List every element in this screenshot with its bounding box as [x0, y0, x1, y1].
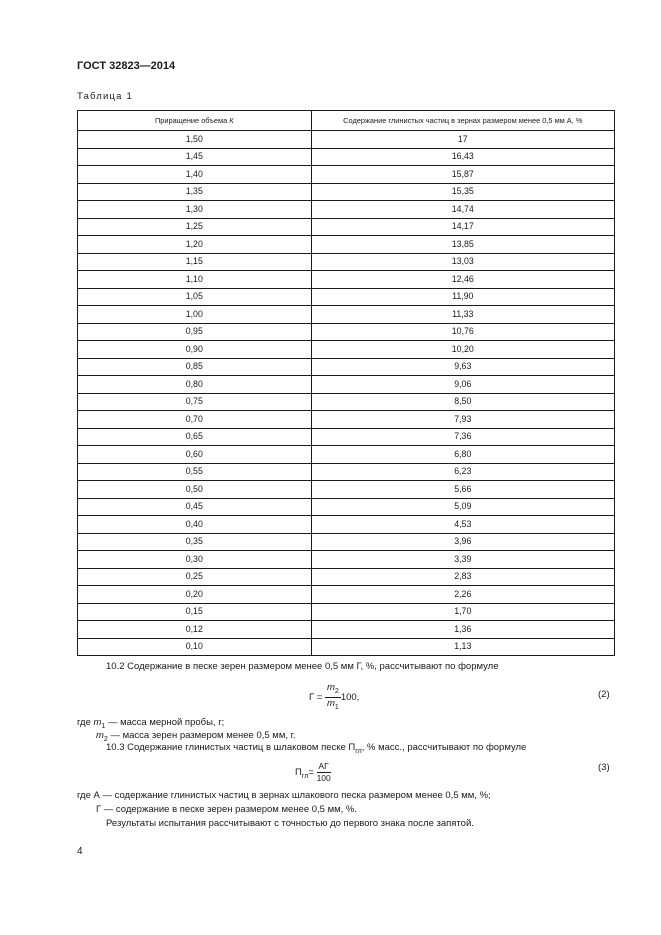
cell-clay-content: 6,23: [311, 463, 614, 481]
table-row: [78, 411, 615, 429]
cell-clay-content: 11,33: [311, 306, 614, 324]
equation-number-3: (3): [598, 762, 610, 773]
cell-volume-increment: 0,45: [78, 498, 312, 516]
data-table: [77, 110, 615, 656]
cell-clay-content: 9,63: [311, 358, 614, 376]
cell-volume-increment: 1,30: [78, 201, 312, 219]
cell-volume-increment: 0,25: [78, 568, 312, 586]
cell-volume-increment: 0,50: [78, 481, 312, 499]
table-row: [78, 148, 615, 166]
document-header: ГОСТ 32823—2014: [77, 60, 176, 72]
cell-clay-content: 13,85: [311, 236, 614, 254]
table-row: [78, 201, 615, 219]
table-caption: Таблица 1: [77, 91, 133, 102]
cell-volume-increment: 0,30: [78, 551, 312, 569]
column-header-volume-increment: Приращение объема К: [78, 111, 312, 131]
cell-clay-content: 13,03: [311, 253, 614, 271]
table-row: [78, 498, 615, 516]
cell-clay-content: 9,06: [311, 376, 614, 394]
table-row: [78, 323, 615, 341]
cell-volume-increment: 0,55: [78, 463, 312, 481]
cell-volume-increment: 1,40: [78, 166, 312, 184]
cell-clay-content: 5,66: [311, 481, 614, 499]
cell-clay-content: 4,53: [311, 516, 614, 534]
table-row: [78, 393, 615, 411]
formula-3-fraction: $\frac{АГ}{100}$: [316, 761, 331, 783]
table-row: [78, 586, 615, 604]
table-row: [78, 621, 615, 639]
cell-clay-content: 3,96: [311, 533, 614, 551]
table-row: [78, 463, 615, 481]
table-row: [78, 603, 615, 621]
cell-clay-content: 1,70: [311, 603, 614, 621]
cell-clay-content: 2,26: [311, 586, 614, 604]
cell-volume-increment: 0,70: [78, 411, 312, 429]
table-row: [78, 358, 615, 376]
table-row: [78, 253, 615, 271]
table-body: [78, 131, 615, 656]
formula-2: Г = $\frac{m_2}{m_1}$ 100,: [309, 682, 360, 711]
where-g: Г — содержание в песке зерен размером менее 0,5 мм, %.: [96, 804, 358, 815]
cell-volume-increment: 1,05: [78, 288, 312, 306]
result-note: Результаты испытания рассчитывают с точностью до первого знака после запятой.: [106, 818, 474, 829]
cell-volume-increment: 0,15: [78, 603, 312, 621]
equation-number-2: (2): [598, 689, 610, 700]
cell-clay-content: 10,20: [311, 341, 614, 359]
table-row: [78, 568, 615, 586]
cell-volume-increment: 0,65: [78, 428, 312, 446]
paragraph-10-2: 10.2 Содержание в песке зерен размером менее 0,5 мм Г, %, рассчитывают по формуле: [106, 661, 499, 672]
where-m2: $m_2$ — масса зерен размером менее 0,5 мм, г.: [96, 730, 296, 743]
table-row: [78, 516, 615, 534]
cell-volume-increment: 0,90: [78, 341, 312, 359]
cell-volume-increment: 0,80: [78, 376, 312, 394]
table-row: [78, 638, 615, 656]
cell-clay-content: 8,50: [311, 393, 614, 411]
cell-clay-content: 15,35: [311, 183, 614, 201]
cell-volume-increment: 1,50: [78, 131, 312, 149]
cell-volume-increment: 1,10: [78, 271, 312, 289]
cell-volume-increment: 0,35: [78, 533, 312, 551]
table-row: [78, 428, 615, 446]
cell-volume-increment: 0,60: [78, 446, 312, 464]
table-row: [78, 376, 615, 394]
cell-clay-content: 2,83: [311, 568, 614, 586]
cell-clay-content: 7,36: [311, 428, 614, 446]
cell-volume-increment: 1,45: [78, 148, 312, 166]
cell-volume-increment: 0,40: [78, 516, 312, 534]
cell-clay-content: 11,90: [311, 288, 614, 306]
cell-clay-content: 12,46: [311, 271, 614, 289]
cell-volume-increment: 0,75: [78, 393, 312, 411]
cell-clay-content: 16,43: [311, 148, 614, 166]
cell-clay-content: 15,87: [311, 166, 614, 184]
table-header-row: [78, 111, 615, 131]
table-row: [78, 481, 615, 499]
formula-2-fraction: $\frac{m_2}{m_1}$: [326, 682, 339, 711]
table-row: [78, 166, 615, 184]
table-row: [78, 131, 615, 149]
cell-volume-increment: 1,15: [78, 253, 312, 271]
table-row: [78, 306, 615, 324]
table-row: [78, 446, 615, 464]
cell-clay-content: 17: [311, 131, 614, 149]
cell-volume-increment: 1,20: [78, 236, 312, 254]
cell-volume-increment: 1,35: [78, 183, 312, 201]
table-row: [78, 271, 615, 289]
table-row: [78, 533, 615, 551]
cell-clay-content: 1,36: [311, 621, 614, 639]
cell-volume-increment: 1,00: [78, 306, 312, 324]
cell-clay-content: 14,74: [311, 201, 614, 219]
table-row: [78, 288, 615, 306]
cell-clay-content: 7,93: [311, 411, 614, 429]
cell-volume-increment: 0,95: [78, 323, 312, 341]
cell-clay-content: 6,80: [311, 446, 614, 464]
formula-3: $П_{гл}=$ $\frac{АГ}{100}$: [295, 761, 331, 783]
cell-volume-increment: 0,12: [78, 621, 312, 639]
cell-clay-content: 5,09: [311, 498, 614, 516]
where-m1: где $m_1$ — масса мерной пробы, г;: [77, 717, 225, 730]
cell-clay-content: 3,39: [311, 551, 614, 569]
cell-clay-content: 1,13: [311, 638, 614, 656]
page-number: 4: [77, 846, 83, 857]
table-row: [78, 183, 615, 201]
cell-clay-content: 10,76: [311, 323, 614, 341]
table-row: [78, 218, 615, 236]
where-a: где А — содержание глинистых частиц в зернах шлакового песка размером менее 0,5 мм, %;: [77, 790, 491, 801]
table-row: [78, 236, 615, 254]
column-header-clay-content: Содержание глинистых частиц в зернах размером менее 0,5 мм А, %: [311, 111, 614, 131]
table-row: [78, 551, 615, 569]
paragraph-10-3: 10.3 Содержание глинистых частиц в шлаковом песке $П_{гл}$, % масс., рассчитывают по формуле: [106, 742, 527, 755]
cell-volume-increment: 0,20: [78, 586, 312, 604]
cell-volume-increment: 0,85: [78, 358, 312, 376]
table-row: [78, 341, 615, 359]
cell-clay-content: 14,17: [311, 218, 614, 236]
cell-volume-increment: 0,10: [78, 638, 312, 656]
cell-volume-increment: 1,25: [78, 218, 312, 236]
